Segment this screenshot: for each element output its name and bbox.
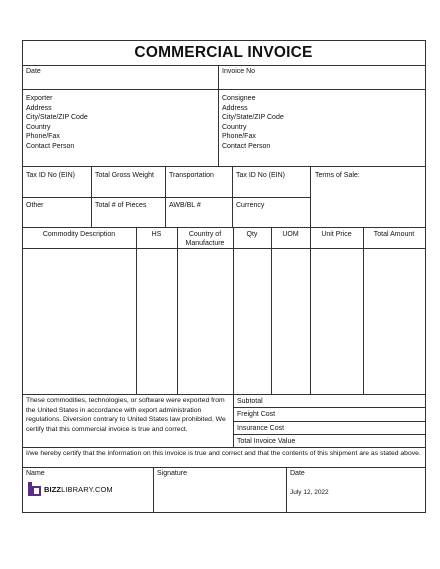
col-description: Commodity Description bbox=[42, 231, 116, 238]
exporter-address: Address bbox=[26, 104, 52, 112]
rule-under-title bbox=[22, 65, 426, 66]
col-hs: HS bbox=[151, 231, 162, 238]
consignee-country: Country bbox=[222, 123, 247, 131]
logo-text bbox=[44, 485, 113, 494]
rule-mid-info bbox=[22, 197, 310, 198]
tax-id-label: Tax ID No (EIN) bbox=[26, 172, 76, 179]
gross-weight-label: Total Gross Weight bbox=[95, 172, 155, 179]
rule-above-columns bbox=[22, 227, 426, 228]
consignee-label: Consignee bbox=[222, 95, 256, 102]
exporter-phone: Phone/Fax bbox=[26, 133, 60, 140]
rule-under-insurance bbox=[233, 434, 426, 435]
subtotal-label: Subtotal bbox=[237, 398, 263, 405]
consignee-tax-id-label: Tax ID No (EIN) bbox=[236, 172, 286, 179]
invoice-no-label: Invoice No bbox=[222, 68, 256, 75]
logo-brand-bold: BIZZ bbox=[44, 485, 62, 494]
rule-col-3 bbox=[233, 227, 234, 448]
exporter-contact: Contact Person bbox=[26, 142, 75, 150]
consignee-contact: Contact Person bbox=[222, 142, 271, 150]
export-statement: These commodities, technologies, or software were exported from the United States in accordance with export administration regulations. Diversion contrary to United States law prohibited. We certify that this commercial invoice is true and correct. bbox=[26, 397, 226, 433]
rule-under-date bbox=[22, 89, 426, 90]
footer-date-label: Date bbox=[290, 470, 305, 477]
col-origin-line1: Country of bbox=[188, 231, 222, 238]
consignee-city: City/State/ZIP Code bbox=[222, 114, 284, 121]
footer-date-value: July 12, 2022 bbox=[290, 489, 329, 496]
awb-label: AWB/BL # bbox=[169, 202, 201, 209]
rule-under-parties bbox=[22, 166, 426, 167]
certification-statement: I/we hereby certify that the information on this invoice is true and correct and that the contents of this shipment are as stated above. bbox=[26, 449, 421, 457]
rule-info-3 bbox=[232, 166, 233, 228]
rule-info-4 bbox=[310, 166, 311, 228]
col-origin-line2: Manufacture bbox=[185, 240, 225, 247]
insurance-cost-label: Insurance Cost bbox=[237, 425, 285, 432]
border-right bbox=[425, 40, 426, 513]
total-pieces-label: Total # of Pieces bbox=[95, 202, 147, 209]
invoice-title: COMMERCIAL INVOICE bbox=[134, 44, 313, 61]
other-label: Other bbox=[26, 202, 44, 209]
consignee-phone: Phone/Fax bbox=[222, 133, 256, 140]
rule-above-footer bbox=[22, 467, 426, 468]
rule-date-split bbox=[218, 65, 219, 167]
consignee-address: Address bbox=[222, 104, 248, 112]
exporter-country: Country bbox=[26, 123, 51, 131]
border-top bbox=[22, 40, 426, 41]
rule-col-6 bbox=[363, 227, 364, 395]
freight-cost-label: Freight Cost bbox=[237, 411, 276, 418]
signature-label: Signature bbox=[157, 470, 187, 477]
border-left bbox=[22, 40, 23, 513]
name-label: Name bbox=[26, 470, 45, 477]
exporter-label: Exporter bbox=[26, 95, 53, 102]
rule-info-1 bbox=[91, 166, 92, 228]
rule-under-freight bbox=[233, 421, 426, 422]
rule-above-totals bbox=[22, 394, 426, 395]
terms-of-sale-label: Terms of Sale: bbox=[315, 172, 360, 179]
col-uom: UOM bbox=[282, 231, 299, 238]
rule-col-2 bbox=[177, 227, 178, 395]
logo-brand-rest: LIBRARY.COM bbox=[61, 485, 113, 494]
col-unit-price: Unit Price bbox=[321, 231, 352, 238]
exporter-city: City/State/ZIP Code bbox=[26, 114, 88, 121]
rule-col-5 bbox=[310, 227, 311, 395]
total-invoice-value-label: Total Invoice Value bbox=[237, 438, 296, 445]
col-total-amount: Total Amount bbox=[373, 231, 415, 238]
rule-footer-2 bbox=[286, 467, 287, 513]
currency-label: Currency bbox=[236, 202, 265, 209]
rule-info-2 bbox=[165, 166, 166, 228]
rule-footer-1 bbox=[153, 467, 154, 513]
border-bottom bbox=[22, 512, 426, 513]
rule-col-4 bbox=[271, 227, 272, 395]
rule-col-1 bbox=[136, 227, 137, 395]
logo-mark-icon bbox=[28, 482, 41, 496]
date-label: Date bbox=[26, 68, 41, 75]
transportation-label: Transportation bbox=[169, 172, 214, 179]
col-qty: Qty bbox=[246, 231, 258, 238]
rule-under-subtotal bbox=[233, 407, 426, 408]
